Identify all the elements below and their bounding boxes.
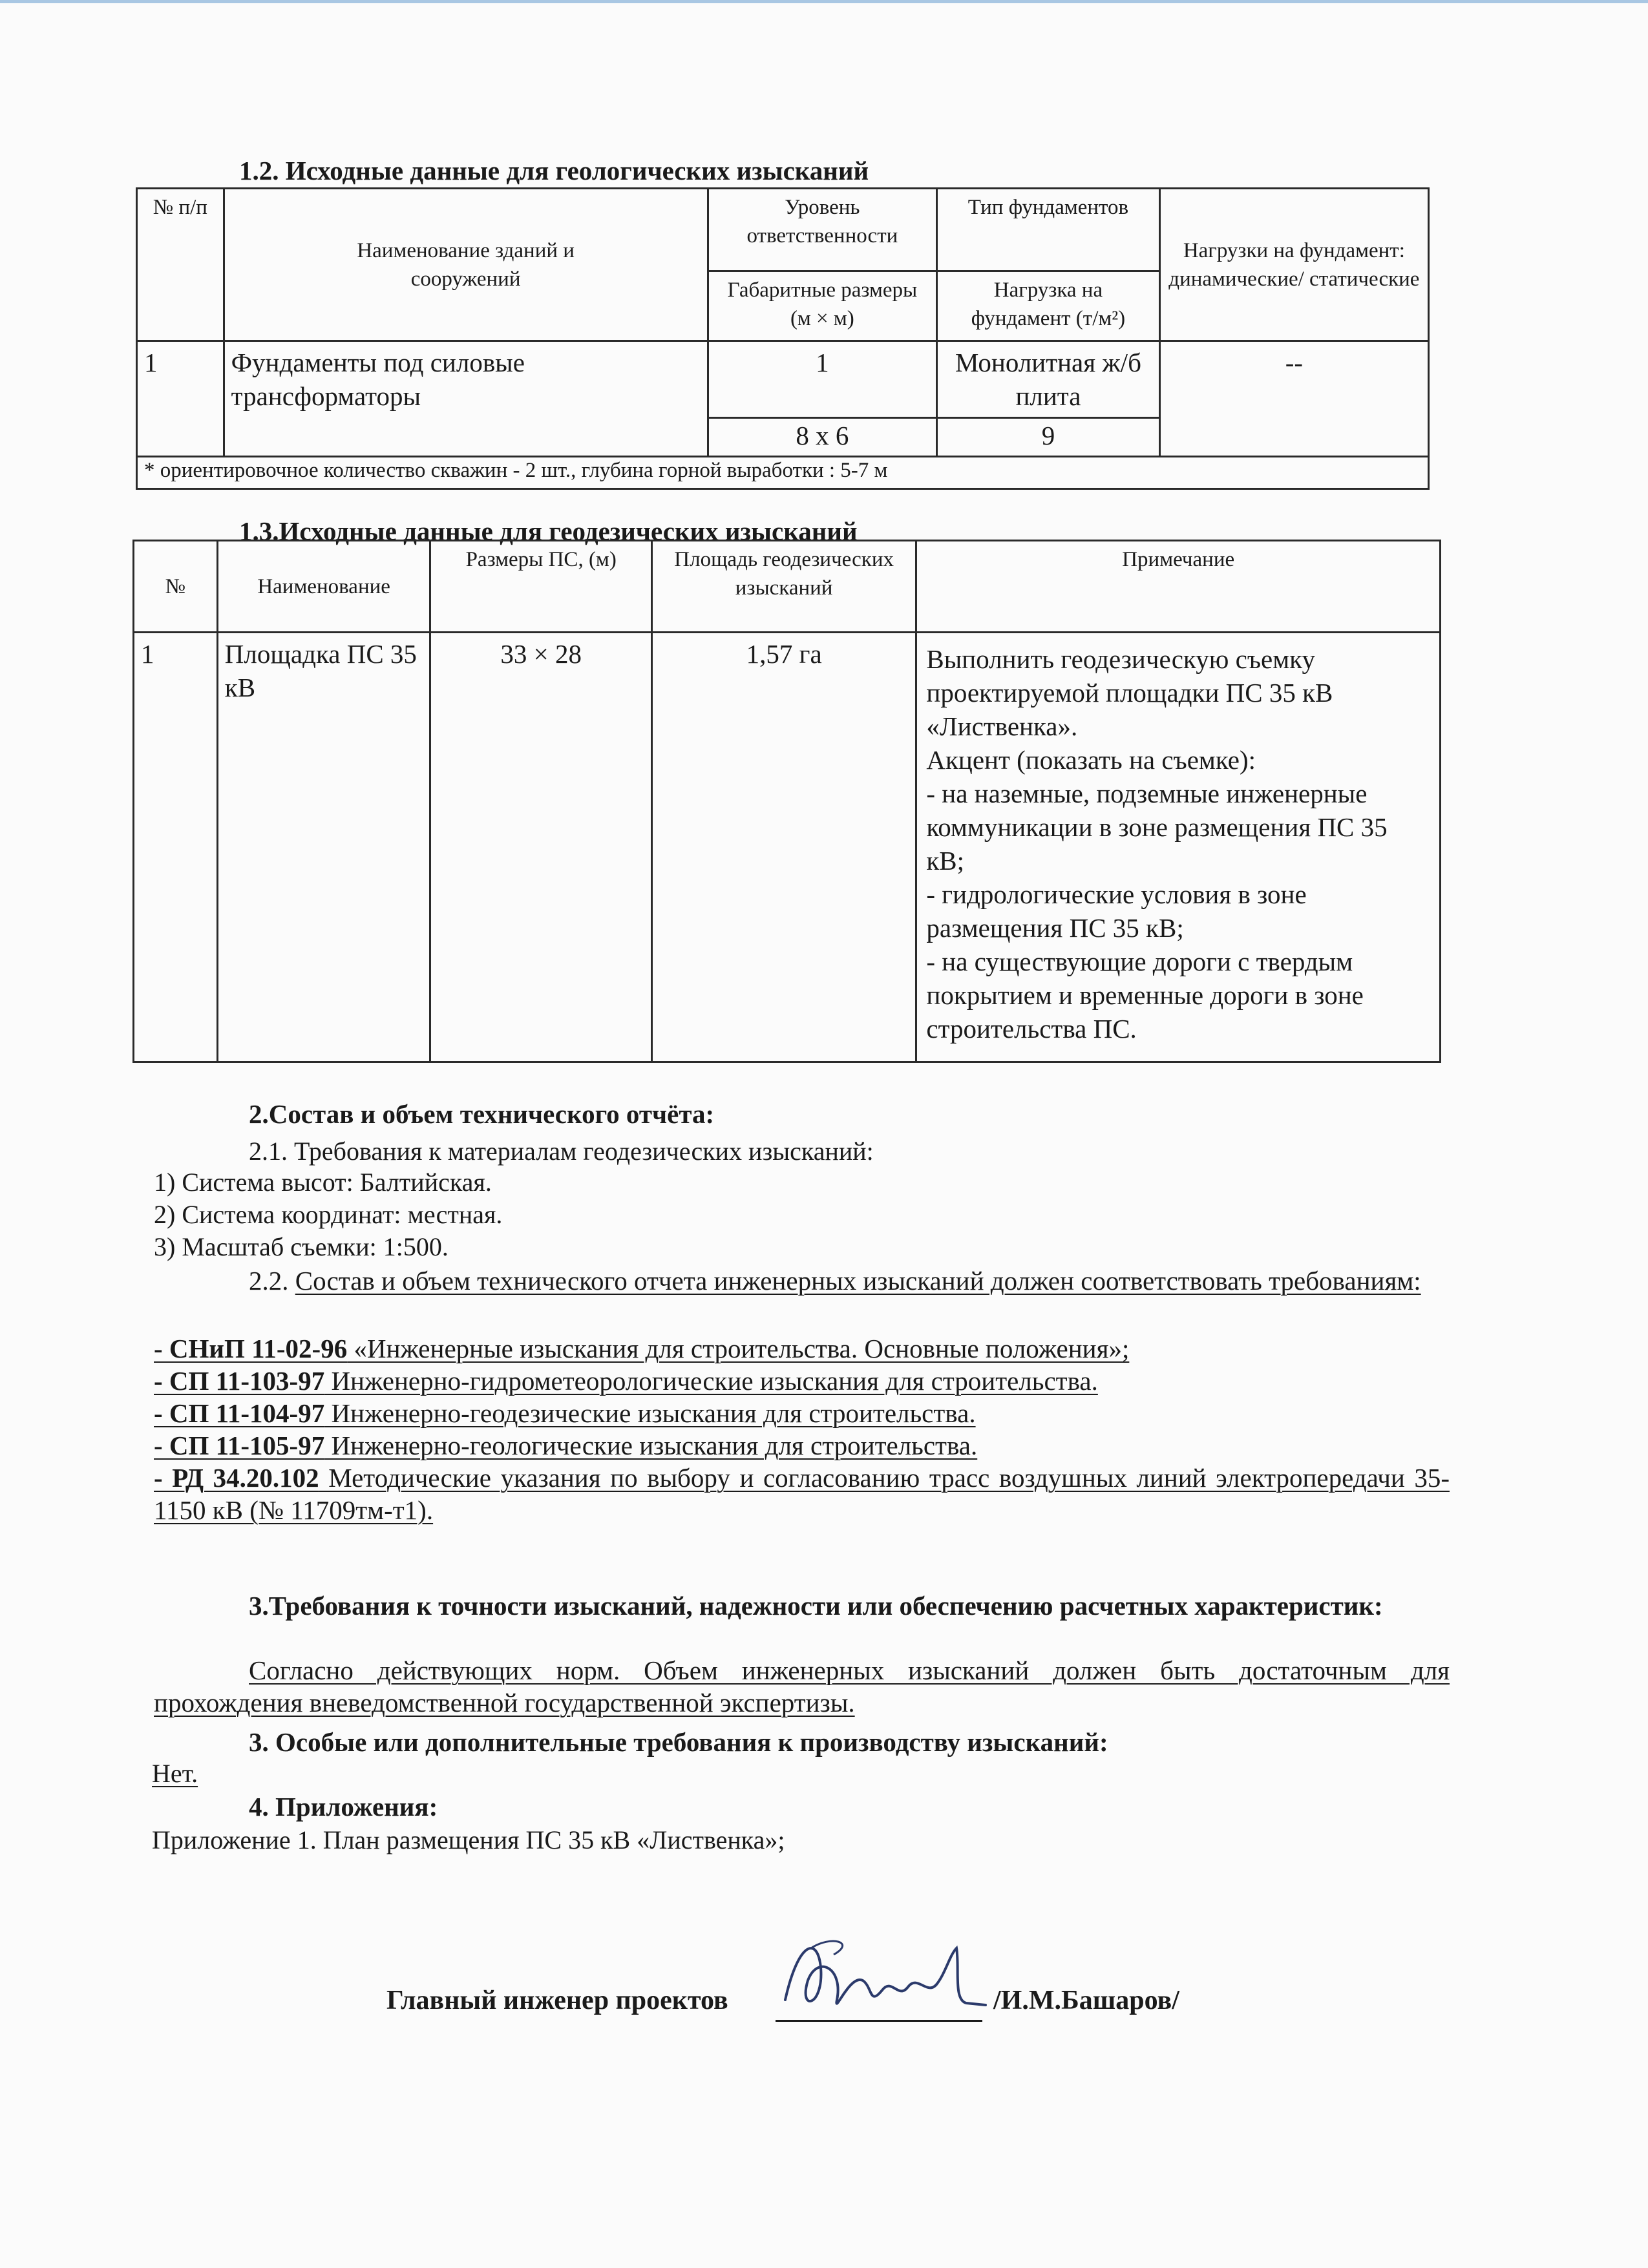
row-dims: 8 x 6 [708,418,937,457]
section-3b-title: 3. Особые или дополнительные требования к производству изысканий: [249,1727,1108,1757]
geo-row-area: 1,57 га [651,633,916,1062]
section-2-2-text: Состав и объем технического отчета инженерных изысканий должен соответствовать требованиям: [295,1266,1421,1296]
norms-list [154,1332,1450,1526]
hdr-dims: Габаритные размеры (м × м) [708,271,937,341]
hdr-num: № п/п [137,189,224,341]
row-loads: -- [1159,341,1428,457]
geo-hdr-area: Площадь геодезических изысканий [651,541,916,633]
section-1-2-title: 1.2. Исходные данные для геологических изысканий [239,156,869,185]
norm-item [154,1397,1450,1429]
geology-note: * ориентировочное количество скважин - 2 шт., глубина горной выработки : 5-7 м [137,457,1429,489]
norm-text: Инженерно-геологические изыскания для строительства. [324,1431,978,1460]
norm-code: - СП 11-105-97 [154,1431,325,1460]
section-3b-text: Нет. [152,1759,198,1788]
geo-note-line: - на наземные, подземные инженерные коммуникации в зоне размещения ПС 35 кВ; [926,779,1388,876]
signature-mark [772,1929,992,2026]
hdr-level: Уровень ответственности [708,189,937,271]
geo-hdr-name: Наименование [217,541,430,633]
norm-text: Инженерно-гидрометеорологические изыскания для строительства. [324,1366,1098,1396]
geo-hdr-note: Примечание [916,541,1441,633]
geology-table [136,187,1430,490]
heights-system: 1) Система высот: Балтийская. [154,1168,492,1197]
section-1-3-title: 1.3.Исходные данные для геодезических изысканий [239,516,858,546]
appendix-1: Приложение 1. План размещения ПС 35 кВ «Лиственка»; [152,1825,785,1854]
hdr-name: Наименование зданий и сооружений [224,189,708,341]
survey-scale: 3) Масштаб съемки: 1:500. [154,1232,449,1261]
norm-code: - РД 34.20.102 [154,1463,319,1493]
signer-name: /И.М.Башаров/ [993,1986,1179,2015]
geo-hdr-size: Размеры ПС, (м) [430,541,651,633]
row-level: 1 [708,341,937,418]
norm-item [154,1462,1450,1526]
geo-note-line: - гидрологические условия в зоне размещения ПС 35 кВ; [926,879,1307,943]
section-2-1: 2.1. Требования к материалам геодезических изысканий: [249,1137,874,1166]
geo-note-line: - на существующие дороги с твердым покрытием и временные дороги в зоне строительства ПС. [926,947,1364,1044]
geo-row-num: 1 [134,633,218,1062]
geo-hdr-num: № [134,541,218,633]
hdr-found-type: Тип фундаментов [937,189,1160,271]
section-2-2-num: 2.2. [249,1266,289,1296]
norm-code: - СП 11-104-97 [154,1398,325,1428]
norm-text: Методические указания по выбору и согласованию трасс воздушных линий электропередачи 35-1150 кВ (№ 11709тм-т1). [154,1463,1450,1525]
row-load-val: 9 [937,418,1160,457]
geodesy-table [132,540,1441,1063]
norm-text: Инженерно-геодезические изыскания для строительства. [324,1398,976,1428]
geo-row-name: Площадка ПС 35 кВ [217,633,430,1062]
norm-item [154,1429,1450,1462]
norm-code: - СНиП 11-02-96 [154,1334,348,1363]
section-2-title: 2.Состав и объем технического отчёта: [249,1099,715,1129]
row-found-type: Монолитная ж/б плита [937,341,1160,418]
norm-item [154,1365,1450,1397]
section-3-text: Согласно действующих норм. Объем инженерных изысканий должен быть достаточным для прохождения вневедомственной государственной экспертизы. [154,1655,1450,1717]
hdr-loads: Нагрузки на фундамент: динамические/ статические [1159,189,1428,341]
section-4-title: 4. Приложения: [249,1792,438,1822]
row-name: Фундаменты под силовые трансформаторы [224,341,708,457]
coord-system: 2) Система координат: местная. [154,1200,503,1229]
row-num: 1 [137,341,224,457]
norm-item [154,1332,1450,1365]
geo-note-line: Акцент (показать на съемке): [926,745,1256,775]
norm-code: - СП 11-103-97 [154,1366,325,1396]
geo-note-line: Выполнить геодезическую съемку проектируемой площадки ПС 35 кВ «Лиственка». [926,644,1333,741]
scan-edge [0,0,1648,3]
signer-role: Главный инженер проектов [386,1986,728,2015]
section-2-2 [154,1265,1450,1297]
geo-row-size: 33 × 28 [430,633,651,1062]
norm-text: «Инженерные изыскания для строительства. Основные положения»; [347,1334,1130,1363]
hdr-load-val: Нагрузка на фундамент (т/м²) [937,271,1160,341]
geo-row-note [916,633,1441,1062]
section-3-title: 3.Требования к точности изысканий, надежности или обеспечению расчетных характеристик: [249,1591,1383,1621]
